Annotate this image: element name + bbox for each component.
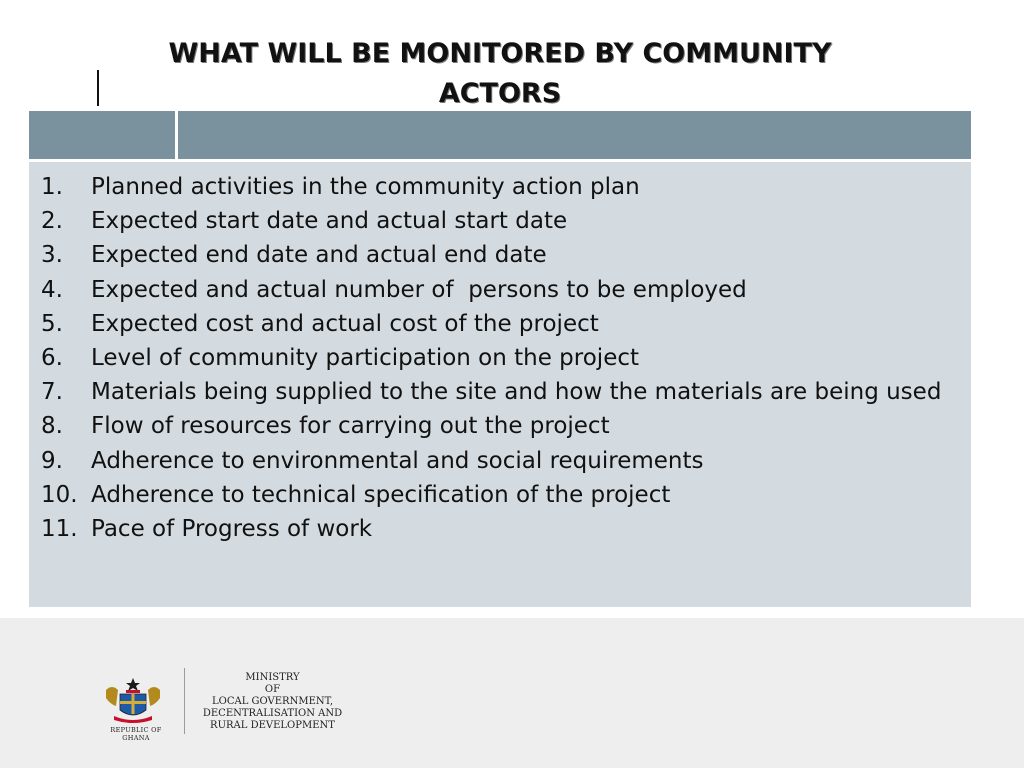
list-item-number: 5. (41, 310, 63, 337)
table-header-cell-2 (178, 111, 971, 159)
list-item-text: Planned activities in the community action plan (91, 174, 640, 200)
list-item-text: Expected end date and actual end date (91, 242, 547, 269)
list-item-text: Expected start date and actual start date (91, 208, 568, 235)
list-item-number: 8. (41, 413, 63, 440)
slide-title-line-2: ACTORS (438, 78, 562, 109)
list-item (41, 409, 953, 443)
list-item (41, 273, 953, 307)
list-item-text: Pace of Progress of work (91, 516, 373, 543)
ministry-name (190, 672, 355, 732)
list-item-text: Materials being supplied to the site and how the materials are being used (91, 379, 942, 406)
monitoring-table (29, 111, 971, 607)
ministry-line: RURAL DEVELOPMENT (210, 720, 335, 731)
ministry-line: LOCAL GOVERNMENT, (211, 696, 333, 707)
list-item (41, 478, 953, 512)
list-item (41, 170, 953, 204)
list-item-number: 3. (41, 242, 63, 269)
ministry-line: DECENTRALISATION AND (202, 708, 343, 719)
list-item-number: 4. (41, 276, 63, 303)
table-header-row (29, 111, 971, 162)
list-item-text: Adherence to environmental and social requirements (91, 447, 704, 474)
emblem-label: REPUBLIC OF GHANA (110, 726, 162, 742)
footer-divider (184, 668, 185, 734)
ministry-line: MINISTRY (245, 672, 300, 683)
list-item-number: 1. (41, 174, 63, 200)
list-item-number: 2. (41, 208, 63, 235)
list-item (41, 238, 953, 272)
list-item-text: Expected and actual number of persons to be employed (91, 276, 747, 303)
list-item-text: Adherence to technical specification of the project (91, 481, 671, 508)
list-item (41, 375, 953, 409)
text-cursor-mark (97, 70, 99, 106)
list-item (41, 204, 953, 238)
table-header-cell-1 (29, 111, 178, 159)
list-item-number: 11. (41, 516, 78, 543)
list-item-text: Expected cost and actual cost of the project (91, 310, 599, 337)
list-item-number: 6. (41, 345, 63, 372)
list-item (41, 307, 953, 341)
monitoring-list (29, 170, 971, 546)
list-item (41, 341, 953, 375)
list-item-number: 10. (41, 481, 78, 508)
ministry-line: OF (264, 684, 281, 695)
list-item-text: Flow of resources for carrying out the project (91, 413, 610, 440)
slide-title (0, 34, 1000, 114)
list-item-number: 9. (41, 447, 63, 474)
list-item (41, 512, 953, 546)
list-item-number: 7. (41, 379, 63, 406)
list-item-text: Level of community participation on the project (91, 345, 640, 372)
list-item (41, 444, 953, 478)
ghana-coat-of-arms-icon (104, 676, 162, 724)
slide-title-line-1: WHAT WILL BE MONITORED BY COMMUNITY (168, 38, 832, 69)
table-body-cell (29, 162, 971, 607)
